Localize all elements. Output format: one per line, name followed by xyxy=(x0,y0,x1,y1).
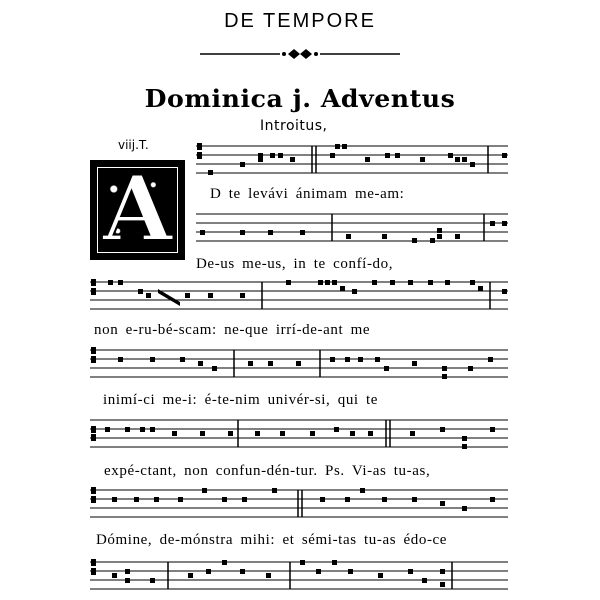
mode-label: viij.T. xyxy=(118,138,149,152)
lyric-line-2: De-us me-us, in te confí-do, xyxy=(196,256,394,272)
music-staff-3 xyxy=(0,276,600,316)
music-staff-1 xyxy=(0,140,600,180)
lyric-line-6: Dómine, de-mónstra mihi: et sémi-tas tu-as édo-ce xyxy=(96,532,448,548)
music-staff-4 xyxy=(0,344,600,384)
lyric-line-3: non e-ru-bé-scam: ne-que irrí-de-ant me xyxy=(94,322,371,338)
lyric-line-5: expé-ctant, non confun-dén-tur. Ps. Vi-as tu-as, xyxy=(104,463,431,479)
music-staff-5 xyxy=(0,414,600,454)
music-staff-6 xyxy=(0,484,600,524)
initial-letter: A xyxy=(102,156,173,262)
page-header: DE TEMPORE xyxy=(224,10,376,32)
music-staff-2 xyxy=(0,208,600,248)
incipit-label: Introitus, xyxy=(260,118,328,134)
music-staff-7 xyxy=(0,556,600,600)
ornament-divider xyxy=(200,47,400,61)
chant-title: Dominica j. Adventus xyxy=(144,84,456,113)
lyric-line-4: inimí-ci me-i: é-te-nim univér-si, qui te xyxy=(103,392,379,408)
lyric-line-1: D te levávi ánimam me-am: xyxy=(210,186,405,202)
